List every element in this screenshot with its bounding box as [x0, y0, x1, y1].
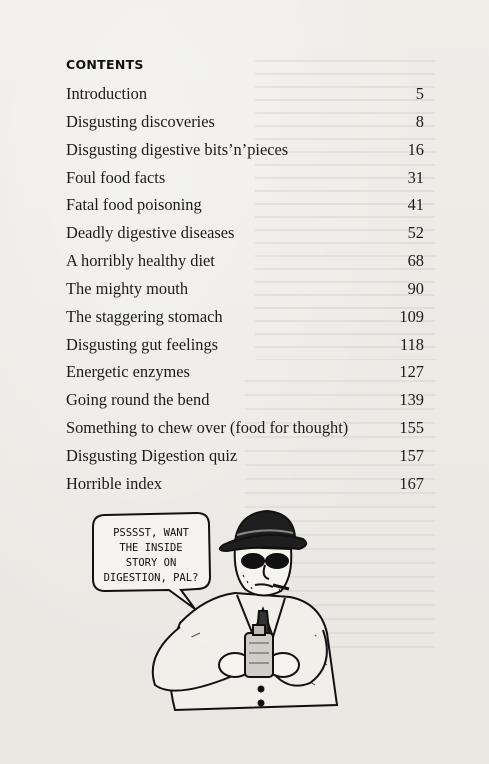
toc-title: Introduction: [66, 84, 148, 103]
toc-entry: [66, 80, 424, 108]
toc-page-number: 139: [399, 390, 424, 410]
toc-entry: [66, 219, 424, 247]
toc-page-number: 68: [407, 251, 424, 271]
toc-entry: [66, 331, 424, 359]
toc-page-number: 118: [400, 334, 424, 354]
toc-entry: [66, 191, 424, 219]
toc-page-number: 127: [399, 362, 424, 382]
bubble-line-3: STORY ON: [125, 557, 177, 569]
contents-heading: CONTENTS: [66, 57, 144, 72]
toc-entry: [66, 470, 424, 498]
toc-title: Horrible index: [66, 473, 163, 493]
toc-title: Fatal food poisoning: [66, 195, 202, 215]
toc-title: Something to chew over (food for thought): [66, 418, 349, 438]
toc-entry: [66, 108, 424, 136]
toc-entry: [66, 358, 424, 386]
toc-page-number: 52: [407, 223, 424, 243]
speech-bubble: [93, 513, 210, 609]
spy-figure: [153, 593, 337, 710]
toc-title: The mighty mouth: [66, 278, 189, 298]
toc-entry: [66, 414, 424, 442]
spy-cartoon-illustration: [85, 505, 375, 715]
toc-title: Foul food facts: [66, 167, 166, 187]
toc-page-number: 109: [399, 306, 424, 326]
toc-page-number: 31: [407, 167, 424, 187]
table-of-contents: [66, 80, 424, 498]
toc-title: The staggering stomach: [66, 306, 223, 326]
toc-entry: [66, 303, 424, 331]
toc-page-number: 41: [407, 195, 424, 215]
toc-entry: [66, 247, 424, 275]
toc-page-number: 16: [407, 139, 424, 159]
toc-page-number: 157: [399, 445, 424, 465]
toc-entry: [66, 386, 424, 414]
toc-page-number: 5: [415, 84, 424, 103]
toc-entry: [66, 275, 424, 303]
toc-title: Going round the bend: [66, 390, 210, 410]
toc-page-number: 90: [407, 278, 424, 298]
toc-title: Energetic enzymes: [66, 362, 190, 382]
bubble-line-1: PSSSST, WANT: [113, 527, 189, 539]
spy-head: [220, 511, 306, 596]
toc-page-number: 155: [399, 418, 424, 438]
toc-page-number: 8: [415, 111, 424, 131]
toc-entry: [66, 442, 424, 470]
toc-title: Disgusting digestive bits’n’pieces: [66, 139, 289, 159]
toc-page-number: 167: [399, 473, 424, 493]
toc-title: Disgusting discoveries: [66, 111, 215, 131]
toc-title: Deadly digestive diseases: [66, 223, 235, 243]
toc-entry: [66, 164, 424, 192]
toc-title: Disgusting gut feelings: [66, 334, 219, 354]
toc-title: Disgusting Digestion quiz: [66, 445, 238, 465]
toc-title: A horribly healthy diet: [66, 251, 215, 271]
bubble-line-2: THE INSIDE: [119, 542, 183, 554]
toc-entry: [66, 136, 424, 164]
bubble-line-4: DIGESTION, PAL?: [103, 572, 199, 584]
